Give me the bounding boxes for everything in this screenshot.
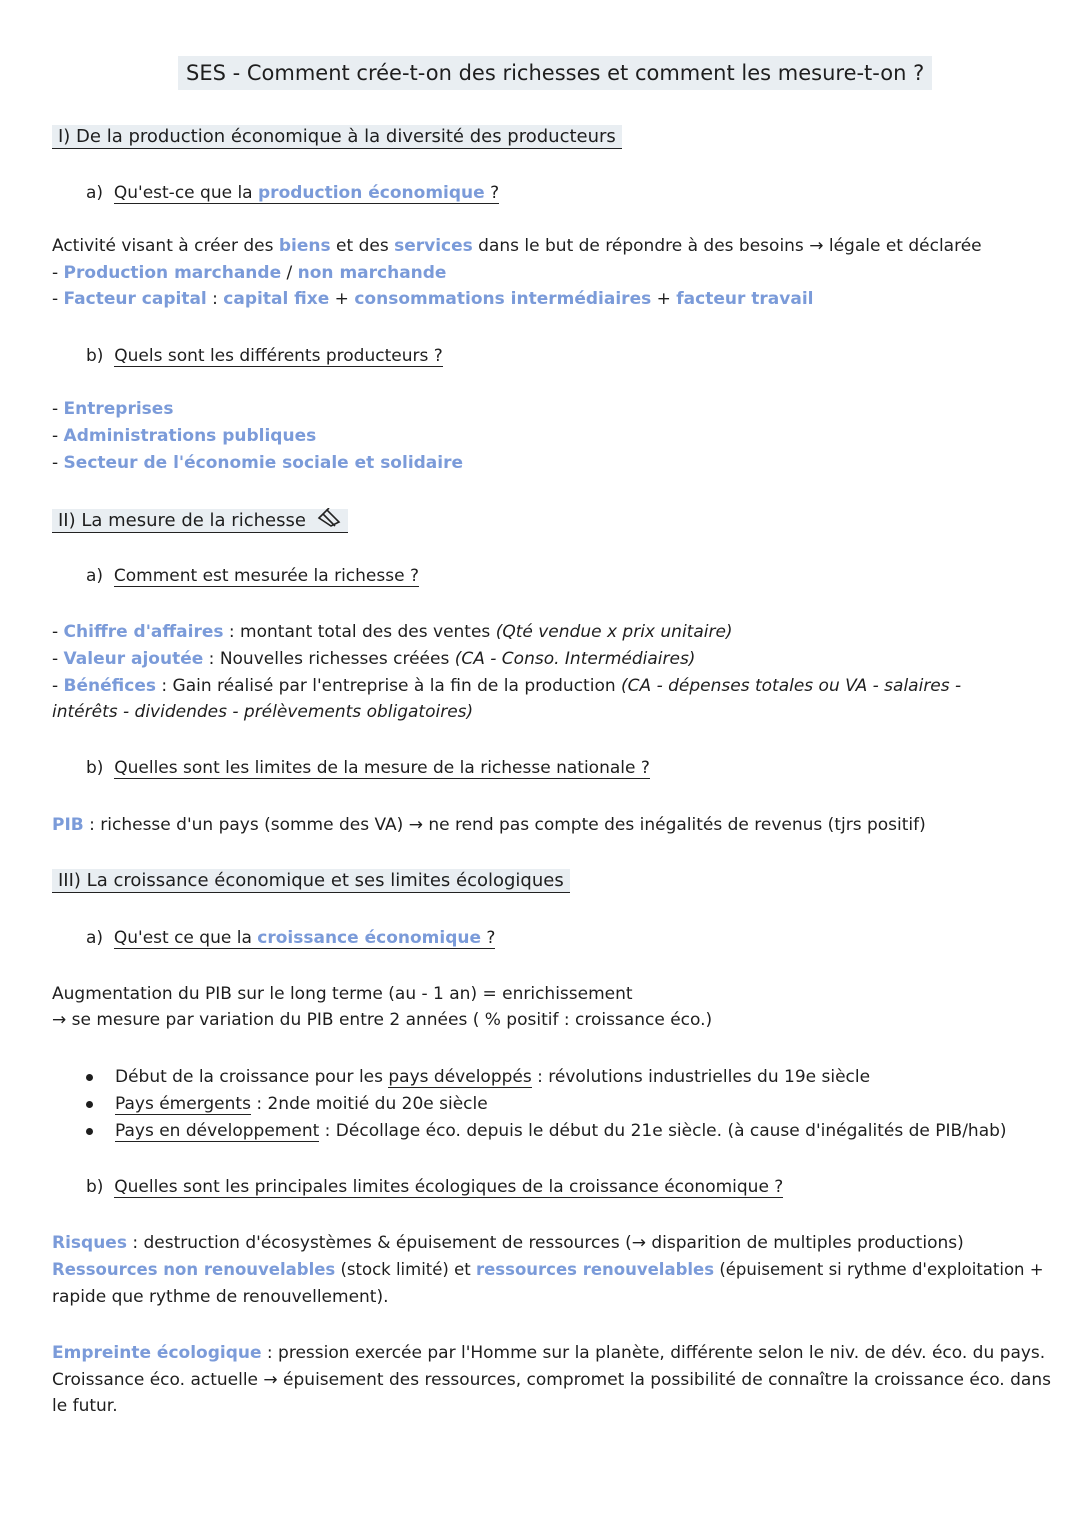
growth-measure: → se mesure par variation du PIB entre 2 années ( % positif : croissance éco.) — [52, 1010, 713, 1030]
section-1-heading-text: I) De la production économique à la diversité des producteurs — [52, 125, 622, 149]
question-3b: b) Quelles sont les principales limites écologiques de la croissance économique ? — [86, 1177, 784, 1197]
pib-definition: PIB : richesse d'un pays (somme des VA) → ne rend pas compte des inégalités de revenus (tjrs positif) — [52, 815, 926, 835]
producer-item: - Entreprises — [52, 399, 174, 419]
risks-line: Risques : destruction d'écosystèmes & épuisement de ressources (→ disparition de multiples productions) — [52, 1233, 964, 1253]
ecological-footprint: Empreinte écologique : pression exercée par l'Homme sur la planète, différente selon le niv. de dév. éco. du pays. — [52, 1343, 1046, 1363]
question-2b: b) Quelles sont les limites de la mesure de la richesse nationale ? — [86, 758, 650, 778]
resources-line-cont: rapide que rythme de renouvellement). — [52, 1287, 389, 1307]
question-1a: a) Qu'est-ce que la production économique ? — [86, 183, 500, 203]
bullet-item: Pays émergents : 2nde moitié du 20e siècle — [86, 1093, 488, 1115]
question-3a: a) Qu'est ce que la croissance économique ? — [86, 928, 496, 948]
measure-item-va: - Valeur ajoutée : Nouvelles richesses créées (CA - Conso. Intermédiaires) — [52, 649, 696, 669]
bullet-item: Début de la croissance pour les pays développés : révolutions industrielles du 19e siècle — [86, 1066, 870, 1088]
section-2-heading: II) La mesure de la richesse — [52, 508, 348, 534]
bullet-icon — [86, 1101, 93, 1108]
growth-consequence: Croissance éco. actuelle → épuisement des ressources, compromet la possibilité de connaître la croissance éco. dans — [52, 1370, 1051, 1390]
measure-item-benefices-cont: intérêts - dividendes - prélèvements obligatoires) — [52, 702, 474, 722]
page-title: SES - Comment crée-t-on des richesses et comment les mesure-t-on ? — [178, 56, 932, 90]
bullet-icon — [86, 1074, 93, 1081]
measure-item-benefices: - Bénéfices : Gain réalisé par l'entreprise à la fin de la production (CA - dépenses totales ou VA - salaires - — [52, 676, 962, 696]
bullet-icon — [86, 1128, 93, 1135]
growth-definition: Augmentation du PIB sur le long terme (au - 1 an) = enrichissement — [52, 984, 633, 1004]
producer-item: - Administrations publiques — [52, 426, 317, 446]
section-3-heading: III) La croissance économique et ses limites écologiques — [52, 870, 570, 892]
pencil-icon — [316, 508, 342, 534]
growth-consequence-cont: le futur. — [52, 1396, 118, 1416]
measure-item-ca: - Chiffre d'affaires : montant total des des ventes (Qté vendue x prix unitaire) — [52, 622, 733, 642]
producer-item: - Secteur de l'économie sociale et solidaire — [52, 453, 464, 473]
section-1-heading — [52, 126, 622, 148]
question-1b: b) Quels sont les différents producteurs ? — [86, 346, 443, 366]
resources-line: Ressources non renouvelables (stock limité) et ressources renouvelables (épuisement si rythme d'exploitation + — [52, 1260, 1044, 1279]
production-definition: Activité visant à créer des biens et des services dans le but de répondre à des besoins → légale et déclarée — [52, 236, 982, 256]
bullet-item: Pays en développement : Décollage éco. depuis le début du 21e siècle. (à cause d'inégalités de PIB/hab) — [86, 1120, 1007, 1142]
production-types: - Production marchande / non marchande — [52, 263, 447, 283]
production-factors: - Facteur capital : capital fixe + consommations intermédiaires + facteur travail — [52, 289, 814, 309]
question-2a: a) Comment est mesurée la richesse ? — [86, 566, 419, 586]
